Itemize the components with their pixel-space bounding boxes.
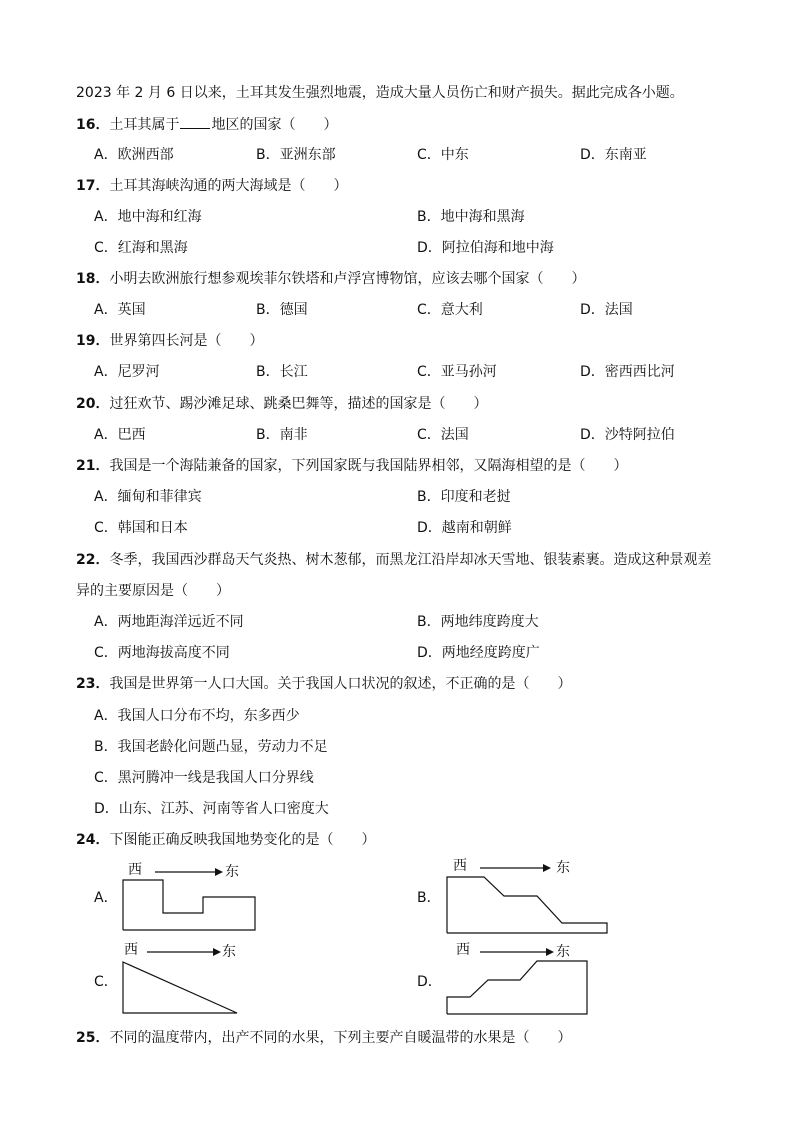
arrow-head-icon [543,864,551,872]
question-number: 21． [76,458,110,474]
question-stem: 世界第四长河是（ ） [109,333,264,349]
question-23 [76,675,571,693]
question-22-continued: 异的主要原因是（ ） [76,583,230,599]
arrow-head-icon [215,868,223,876]
option-c[interactable]: C．亚马孙河 [417,364,497,380]
east-label: 东 [222,944,236,960]
option-c[interactable]: C．中东 [417,147,469,163]
terrain-profile [447,877,607,933]
question-stem: 小明去欧洲旅行想参观埃菲尔铁塔和卢浮宫博物馆，应该去哪个国家（ ） [109,271,586,287]
arrow-head-icon [213,948,221,956]
option-c[interactable]: C．法国 [417,427,469,443]
terrain-diagram-c[interactable] [115,942,245,1018]
question-stem-end: 地区的国家（ ） [211,117,338,133]
option-a[interactable]: A．缅甸和菲律宾 [94,489,202,505]
option-b[interactable]: B．德国 [256,302,308,318]
intro-text: 2023 年 2 月 6 日以来，土耳其发生强烈地震，造成大量人员伤亡和财产损失。据此完成各小题。 [76,85,684,101]
option-a[interactable]: A．英国 [94,302,146,318]
question-number: 16． [76,117,110,133]
question-24 [76,831,375,849]
question-22 [76,551,711,569]
option-d[interactable]: D．越南和朝鲜 [417,520,512,536]
option-c[interactable]: C．韩国和日本 [94,520,188,536]
east-label: 东 [225,864,239,880]
option-a[interactable]: A．巴西 [94,427,146,443]
option-a[interactable]: A．地中海和红海 [94,209,202,225]
answer-blank [180,115,210,129]
option-a[interactable]: A．欧洲西部 [94,147,174,163]
question-21 [76,457,627,475]
option-d[interactable]: D．阿拉伯海和地中海 [417,240,554,256]
option-d[interactable]: D． [417,974,442,990]
option-d[interactable]: D．沙特阿拉伯 [580,427,675,443]
option-c[interactable]: C．两地海拔高度不同 [94,645,230,661]
option-b[interactable]: B．地中海和黑海 [417,209,525,225]
question-number: 19． [76,333,110,349]
question-number: 18． [76,271,110,287]
terrain-diagram-d[interactable] [440,942,595,1018]
west-label: 西 [128,862,142,878]
question-number: 24． [76,832,110,848]
option-c[interactable]: C．红海和黑海 [94,240,188,256]
option-a[interactable]: A．我国人口分布不均，东多西少 [94,708,300,724]
question-number: 22． [76,552,110,568]
option-b[interactable]: B．两地纬度跨度大 [417,614,539,630]
terrain-profile [447,961,587,1014]
option-b[interactable]: B．我国老龄化问题凸显，劳动力不足 [94,739,328,755]
option-d[interactable]: D．法国 [580,302,633,318]
question-stem: 土耳其海峡沟通的两大海域是（ ） [109,178,348,194]
question-number: 17． [76,178,110,194]
question-stem: 不同的温度带内，出产不同的水果，下列主要产自暖温带的水果是（ ） [109,1030,572,1046]
question-stem: 过狂欢节、踢沙滩足球、跳桑巴舞等，描述的国家是（ ） [109,396,488,412]
question-number: 25． [76,1030,110,1046]
east-label: 东 [556,860,570,876]
option-a[interactable]: A．尼罗河 [94,364,160,380]
option-b[interactable]: B． [417,890,441,906]
question-number: 20． [76,396,110,412]
terrain-profile [123,962,237,1013]
question-19 [76,332,263,350]
option-b[interactable]: B．亚洲东部 [256,147,336,163]
question-18 [76,270,585,288]
option-d[interactable]: D．东南亚 [580,147,647,163]
option-a[interactable]: A．两地距海洋远近不同 [94,614,244,630]
question-stem: 下图能正确反映我国地势变化的是（ ） [109,832,376,848]
question-17 [76,177,347,195]
terrain-diagram-a[interactable] [115,862,265,934]
question-stem: 我国是世界第一人口大国。关于我国人口状况的叙述，不正确的是（ ） [109,676,572,692]
question-16 [76,115,337,134]
question-stem: 土耳其属于 [109,117,180,133]
west-label: 西 [124,942,138,958]
question-number: 23． [76,676,110,692]
option-d[interactable]: D．密西西比河 [580,364,675,380]
option-a[interactable]: A． [94,890,118,906]
question-20 [76,395,487,413]
option-d[interactable]: D．两地经度跨度广 [417,645,540,661]
option-b[interactable]: B．印度和老挝 [417,489,511,505]
question-25 [76,1029,571,1047]
option-d[interactable]: D．山东、江苏、河南等省人口密度大 [94,801,329,817]
west-label: 西 [456,942,470,958]
east-label: 东 [556,944,570,960]
question-stem: 冬季，我国西沙群岛天气炎热、树木葱郁，而黑龙江沿岸却冰天雪地、银装素裹。造成这种景观差 [109,552,712,568]
option-c[interactable]: C．意大利 [417,302,483,318]
terrain-profile [123,880,255,930]
west-label: 西 [453,858,467,874]
arrow-head-icon [546,948,554,956]
option-b[interactable]: B．南非 [256,427,308,443]
option-c[interactable]: C． [94,974,118,990]
option-b[interactable]: B．长江 [256,364,308,380]
question-stem: 我国是一个海陆兼备的国家，下列国家既与我国陆界相邻，又隔海相望的是（ ） [109,458,628,474]
terrain-diagram-b[interactable] [440,858,615,938]
option-c[interactable]: C．黑河腾冲一线是我国人口分界线 [94,770,314,786]
